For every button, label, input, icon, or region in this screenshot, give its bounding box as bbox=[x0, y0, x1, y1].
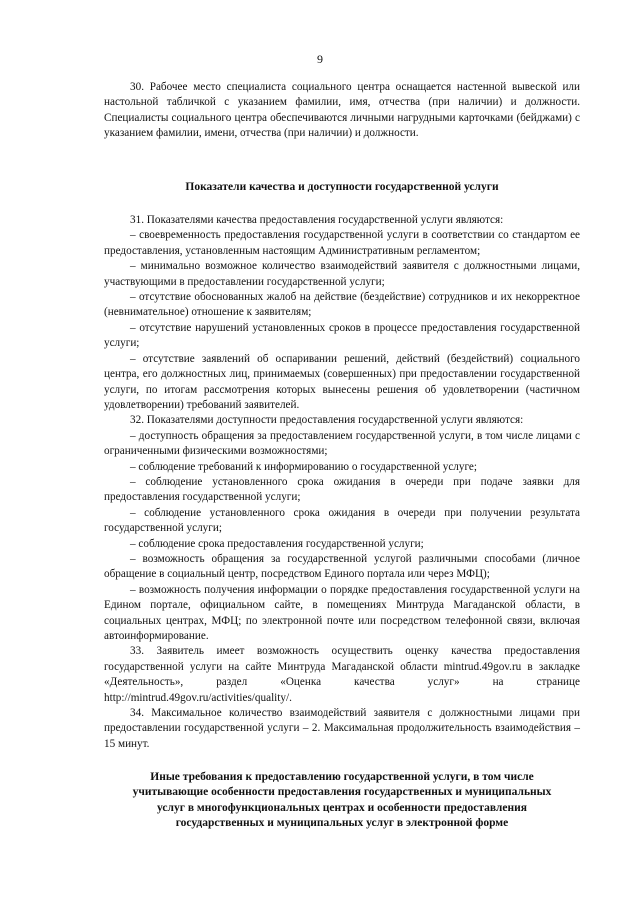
paragraph: 34. Максимальное количество взаимодействий заявителя с должностными лицами при предоставлении государственной услуги – 2. Максимальная продолжительность взаимодействия –15 минут. bbox=[104, 707, 580, 750]
paragraph: – минимально возможное количество взаимодействий заявителя с должностными лицами, участвующими в предоставлении государственной услуги; bbox=[104, 260, 580, 288]
paragraph: – возможность получения информации о порядке предоставления государственной услуги на Едином портале, официальном сайте, в помещениях Минтруда Магаданской области, в социальных центрах, МФЦ; по электронной почте или посредством телефонной связи, включая автоинформирование. bbox=[104, 583, 580, 642]
section-heading-quality: Показатели качества и доступности государственной услуги bbox=[185, 180, 499, 193]
heading-line: учитывающие особенности предоставления государственных и муниципальных bbox=[132, 786, 552, 799]
paragraph: – соблюдение установленного срока ожидания в очереди при получении результата государственной услуги; bbox=[104, 506, 580, 535]
heading-line: услуг в многофункциональных центрах и особенности предоставления bbox=[157, 801, 527, 814]
heading-line: Иные требования к предоставлению государственной услуги, в том числе bbox=[150, 771, 534, 783]
paragraph: – возможность обращения за государственной услугой различными способами (личное обращение в социальный центр, посредством Единого портала или через МФЦ); bbox=[104, 552, 580, 581]
paragraph: – отсутствие заявлений об оспаривании решений, действий (бездействий) социального центра, его должностных лиц, принимаемых (совершенных) при предоставлении государственной услуги, по итогам рассмотрения которых вынесены решения об удовлетворении (частичном удовлетворении) требований заявителей. bbox=[104, 352, 580, 411]
paragraph: – соблюдение срока предоставления государственной услуги; bbox=[130, 537, 424, 550]
paragraph: – своевременность предоставления государственной услуги в соответствии со стандартом ее предоставления, установленным настоящим Административным регламентом; bbox=[104, 229, 580, 257]
paragraph: – соблюдение установленного срока ожидания в очереди при подаче заявки для предоставления государственной услуги; bbox=[104, 475, 580, 504]
paragraph: 31. Показателями качества предоставления государственной услуги являются: bbox=[130, 214, 504, 227]
document-body bbox=[104, 80, 580, 752]
paragraph: – соблюдение требований к информированию о государственной услуге; bbox=[130, 460, 477, 473]
paragraph-30: 30. Рабочее место специалиста социального центра оснащается настенной вывеской или настольной табличкой с указанием фамилии, имя, отчества (при наличии) и должности. Специалисты социального центра обеспечиваются личными нагрудными карточками (бейджами) с указанием фамилии, имени, отчества (при наличии) и должности. bbox=[104, 81, 580, 140]
paragraph: 32. Показателями доступности предоставления государственной услуги являются: bbox=[130, 414, 524, 427]
paragraph: – отсутствие нарушений установленных сроков в процессе предоставления государственной услуги; bbox=[104, 321, 580, 350]
section-heading-other-requirements bbox=[104, 770, 580, 832]
paragraph: – отсутствие обоснованных жалоб на действие (бездействие) сотрудников и их некорректное (невнимательное) отношение к заявителям; bbox=[104, 291, 580, 319]
page-number: 9 bbox=[317, 52, 323, 66]
heading-line: государственных и муниципальных услуг в электронной форме bbox=[175, 817, 509, 830]
paragraph: – доступность обращения за предоставлением государственной услуги, в том числе лицами с ограниченными физическими возможностями; bbox=[104, 429, 580, 458]
paragraph: 33. Заявитель имеет возможность осуществить оценку качества предоставления государственной услуги на сайте Минтруда Магаданской области mintrud.49gov.ru в закладке «Деятельность», раздел «Оценка качества услуг» на странице http://mintrud.49gov.ru/activities/quality/. bbox=[104, 645, 580, 704]
